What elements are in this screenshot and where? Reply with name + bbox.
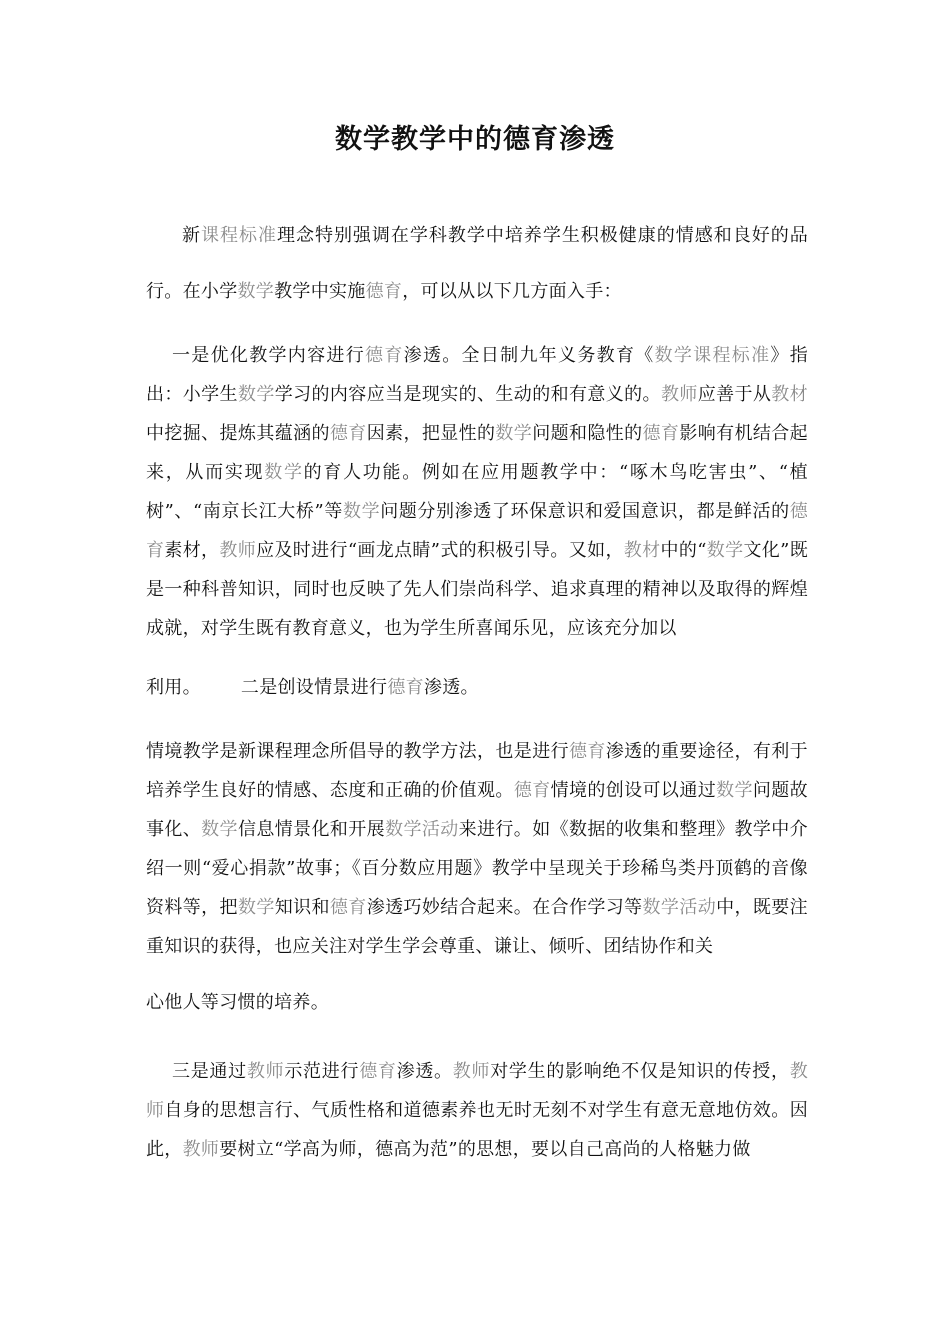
keyword-link[interactable]: 数学: [716, 780, 753, 801]
text-run: 三是通过: [172, 1061, 247, 1082]
paragraph-point-three: [146, 1052, 808, 1169]
text-run: 教学中实施: [274, 281, 366, 302]
text-run: 》指出：小学生: [146, 345, 808, 405]
keyword-link[interactable]: 教师: [246, 1061, 285, 1082]
text-run: 利用。: [146, 677, 201, 698]
keyword-link[interactable]: 教材: [771, 384, 808, 405]
keyword-link[interactable]: 数学: [706, 540, 744, 561]
text-run: 应及时进行“画龙点睛”式的积极引导。又如，: [256, 540, 624, 561]
keyword-link[interactable]: 数学活动: [642, 897, 717, 918]
keyword-link[interactable]: 教师: [182, 1139, 220, 1160]
text-run: 中的“: [660, 540, 707, 561]
keyword-link[interactable]: 数学活动: [385, 819, 459, 840]
text-run: 来进行。如《数据的收集和整理》教学中介绍一则“爱心捐款”故事；《百分数应用题》教学中呈现关于珍稀鸟类丹顶鹤的音像资料等，把: [146, 819, 808, 918]
text-run: 的育人功能。例如在应用题教学中：“啄木鸟吃害虫”、“植树”、“南京长江大桥”等: [146, 462, 808, 522]
text-run: 对学生的影响绝不仅是知识的传授，: [490, 1061, 790, 1082]
text-run: 中，既要注重知识的获得，也应关注对学生学会尊重、谦让、倾听、团结协作和关: [146, 897, 808, 957]
keyword-link[interactable]: 德育: [387, 677, 424, 698]
text-run: 影响有机结合起来，从而实现: [146, 423, 808, 483]
keyword-link[interactable]: 教材: [623, 540, 661, 561]
text-run: 渗透。全日制九年义务教育《: [403, 345, 655, 366]
text-run: 心他人等习惯的培养。: [146, 992, 329, 1013]
text-run: 情境的创设可以通过: [550, 780, 717, 801]
keyword-link[interactable]: 德育: [365, 281, 403, 302]
text-run: ，可以从以下几方面入手：: [402, 281, 622, 302]
text-run: 文化”既是一种科普知识，同时也反映了先人们崇尚科学、追求真理的精神以及取得的辉煌成就，对学生既有教育意义，也为学生所喜闻乐见，应该充分加以: [146, 540, 808, 639]
text-run: 渗透巧妙结合起来。在合作学习等: [366, 897, 643, 918]
text-run: 新: [182, 225, 201, 246]
keyword-link[interactable]: 教师: [219, 540, 257, 561]
paragraph-situational-teaching-end: [146, 983, 808, 1022]
text-run: 示范进行: [284, 1061, 360, 1082]
keyword-link[interactable]: 德育: [568, 741, 606, 762]
document-title: 数学教学中的德育渗透: [335, 124, 615, 155]
text-run: 理念特别强调在学科教学中培养学生积极健康的情感和良好的品行。在小学: [146, 225, 808, 302]
keyword-link[interactable]: 德育: [329, 897, 367, 918]
keyword-link[interactable]: 数学课程标准: [654, 345, 771, 366]
keyword-link[interactable]: 数学: [237, 384, 275, 405]
keyword-link[interactable]: 德育: [329, 423, 367, 444]
keyword-link[interactable]: 教师: [452, 1061, 491, 1082]
paragraph-point-one: [146, 336, 808, 648]
text-run: 情境教学是新课程理念所倡导的教学方法，也是进行: [146, 741, 569, 762]
text-run: 渗透。: [396, 1061, 453, 1082]
keyword-link[interactable]: 数学: [237, 897, 275, 918]
keyword-link[interactable]: 德育: [642, 423, 680, 444]
text-run: 素材，: [164, 540, 220, 561]
text-run: 信息情景化和开展: [237, 819, 386, 840]
text-run: 问题故事化、: [146, 780, 808, 840]
text-run: 渗透的重要途径，有利于培养学生良好的情感、态度和正确的价值观。: [146, 741, 808, 801]
keyword-link[interactable]: 数学: [342, 501, 381, 522]
text-run: 应善于从: [697, 384, 772, 405]
keyword-link[interactable]: 德育: [513, 780, 551, 801]
text-run: 问题和隐性的: [532, 423, 643, 444]
text-run: 渗透。: [423, 677, 479, 698]
keyword-link[interactable]: 德育: [146, 501, 808, 561]
text-run: 中挖掘、提炼其蕴涵的: [146, 423, 330, 444]
text-run: 要树立“学高为师，德高为范”的思想，要以自己高尚的人格魅力做: [219, 1139, 751, 1160]
keyword-link[interactable]: 德育: [365, 345, 404, 366]
paragraph-intro: [146, 208, 808, 320]
keyword-link[interactable]: 数学: [264, 462, 304, 483]
keyword-link[interactable]: 数学: [237, 281, 275, 302]
keyword-link[interactable]: 数学: [495, 423, 533, 444]
keyword-link[interactable]: 课程标准: [201, 225, 277, 246]
text-run: 一是优化教学内容进行: [172, 345, 366, 366]
text-run: 自身的思想言行、气质性格和道德素养也无时无刻不对学生有意无意地仿效。因此，: [146, 1100, 808, 1160]
text-run: 学习的内容应当是现实的、生动的和有意义的。: [274, 384, 661, 405]
keyword-link[interactable]: 数学: [201, 819, 238, 840]
paragraph-situational-teaching: [146, 732, 808, 966]
keyword-link[interactable]: 教师: [660, 384, 698, 405]
text-run: 二是创设情景进行: [240, 677, 388, 698]
paragraph-point-two-heading: [146, 668, 808, 707]
text-run: 知识和: [274, 897, 330, 918]
text-run: 因素，把显性的: [366, 423, 496, 444]
keyword-link[interactable]: 德育: [359, 1061, 397, 1082]
text-run: 问题分别渗透了环保意识和爱国意识，都是鲜活的: [380, 501, 790, 522]
keyword-link[interactable]: 教师: [146, 1061, 808, 1121]
